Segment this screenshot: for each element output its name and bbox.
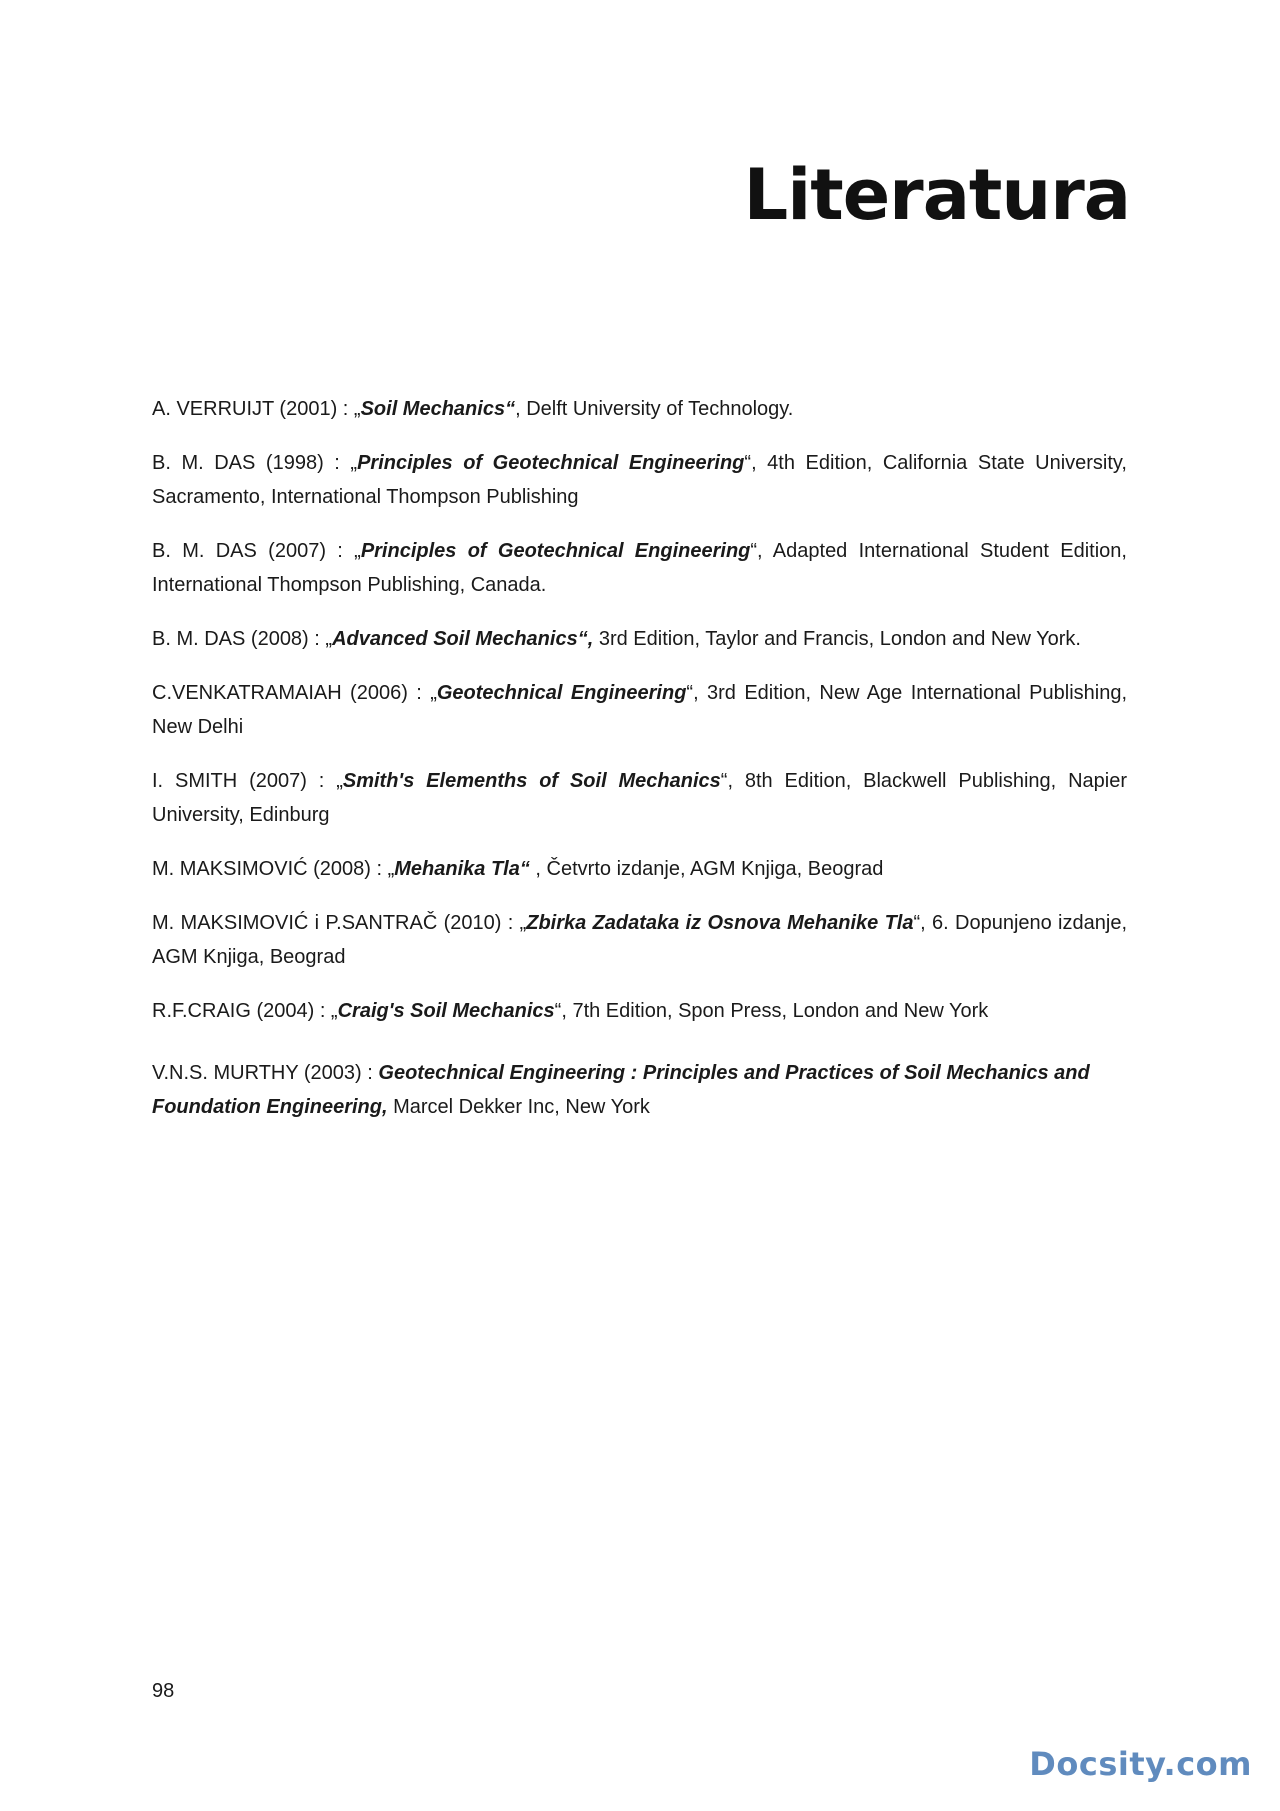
reference-author: M. MAKSIMOVIĆ (2008) : „ — [152, 858, 395, 880]
reference-author: C.VENKATRAMAIAH (2006) : „ — [152, 682, 437, 704]
reference-title: Mehanika Tla“ — [394, 858, 530, 880]
reference-author: B. M. DAS (2008) : „ — [152, 628, 333, 650]
docsity-watermark[interactable]: Docsity.com — [1029, 1745, 1252, 1783]
reference-details: “, 4th Edition, California State University, Sacramento, International Thompson Publishing — [152, 452, 1127, 508]
reference-details: “, Adapted International Student Edition, International Thompson Publishing, Canada. — [152, 540, 1127, 596]
reference-author: B. M. DAS (1998) : „ — [152, 452, 358, 474]
reference-title: Zbirka Zadataka iz Osnova Mehanike Tla — [526, 912, 914, 934]
reference-details: 3rd Edition, Taylor and Francis, London and New York. — [593, 628, 1081, 650]
reference-details: “, 7th Edition, Spon Press, London and New York — [554, 1000, 989, 1022]
reference-title: Principles of Geotechnical Engineering — [360, 540, 751, 562]
reference-item-murthy — [152, 1056, 1127, 1124]
reference-details: “, 8th Edition, Blackwell Publishing, Napier University, Edinburg — [152, 770, 1128, 826]
reference-title: Advanced Soil Mechanics“, — [332, 628, 594, 650]
reference-details: “, 3rd Edition, New Age International Publishing, New Delhi — [152, 682, 1128, 738]
reference-author: M. MAKSIMOVIĆ i P.SANTRAČ (2010) : „ — [152, 912, 527, 934]
reference-title: Soil Mechanics“ — [360, 398, 516, 420]
reference-item-das-1998 — [152, 446, 1127, 514]
reference-list — [152, 392, 1127, 1144]
reference-item-das-2007 — [152, 534, 1127, 602]
reference-item-smith — [152, 764, 1127, 832]
reference-item-das-2008 — [152, 622, 1127, 656]
page-title: Literatura — [743, 154, 1130, 236]
reference-details: , Delft University of Technology. — [515, 398, 794, 420]
reference-title: Smith's Elemenths of Soil Mechanics — [342, 770, 721, 792]
reference-title: Geotechnical Engineering — [436, 682, 687, 704]
reference-item-maksimovic-santrac — [152, 906, 1127, 974]
reference-author: V.N.S. MURTHY (2003) : — [152, 1062, 379, 1084]
reference-details: Marcel Dekker Inc, New York — [387, 1096, 650, 1118]
reference-details: “, 6. Dopunjeno izdanje, AGM Knjiga, Beograd — [152, 912, 1127, 968]
reference-item-venkatramaiah — [152, 676, 1127, 744]
page-number: 98 — [152, 1680, 175, 1702]
reference-item-craig — [152, 994, 1127, 1028]
reference-item-maksimovic-2008 — [152, 852, 1127, 886]
reference-title: Craig's Soil Mechanics — [337, 1000, 555, 1022]
reference-title: Principles of Geotechnical Engineering — [357, 452, 745, 474]
reference-author: R.F.CRAIG (2004) : „ — [152, 1000, 338, 1022]
reference-details: , Četvrto izdanje, AGM Knjiga, Beograd — [529, 858, 884, 880]
reference-title: Geotechnical Engineering : Principles and Practices of Soil Mechanics and Foundation Engineering, — [152, 1062, 1090, 1118]
reference-item-verruijt — [152, 392, 1127, 426]
reference-author: I. SMITH (2007) : „ — [152, 770, 343, 792]
reference-author: A. VERRUIJT (2001) : „ — [152, 398, 361, 420]
reference-author: B. M. DAS (2007) : „ — [152, 540, 361, 562]
